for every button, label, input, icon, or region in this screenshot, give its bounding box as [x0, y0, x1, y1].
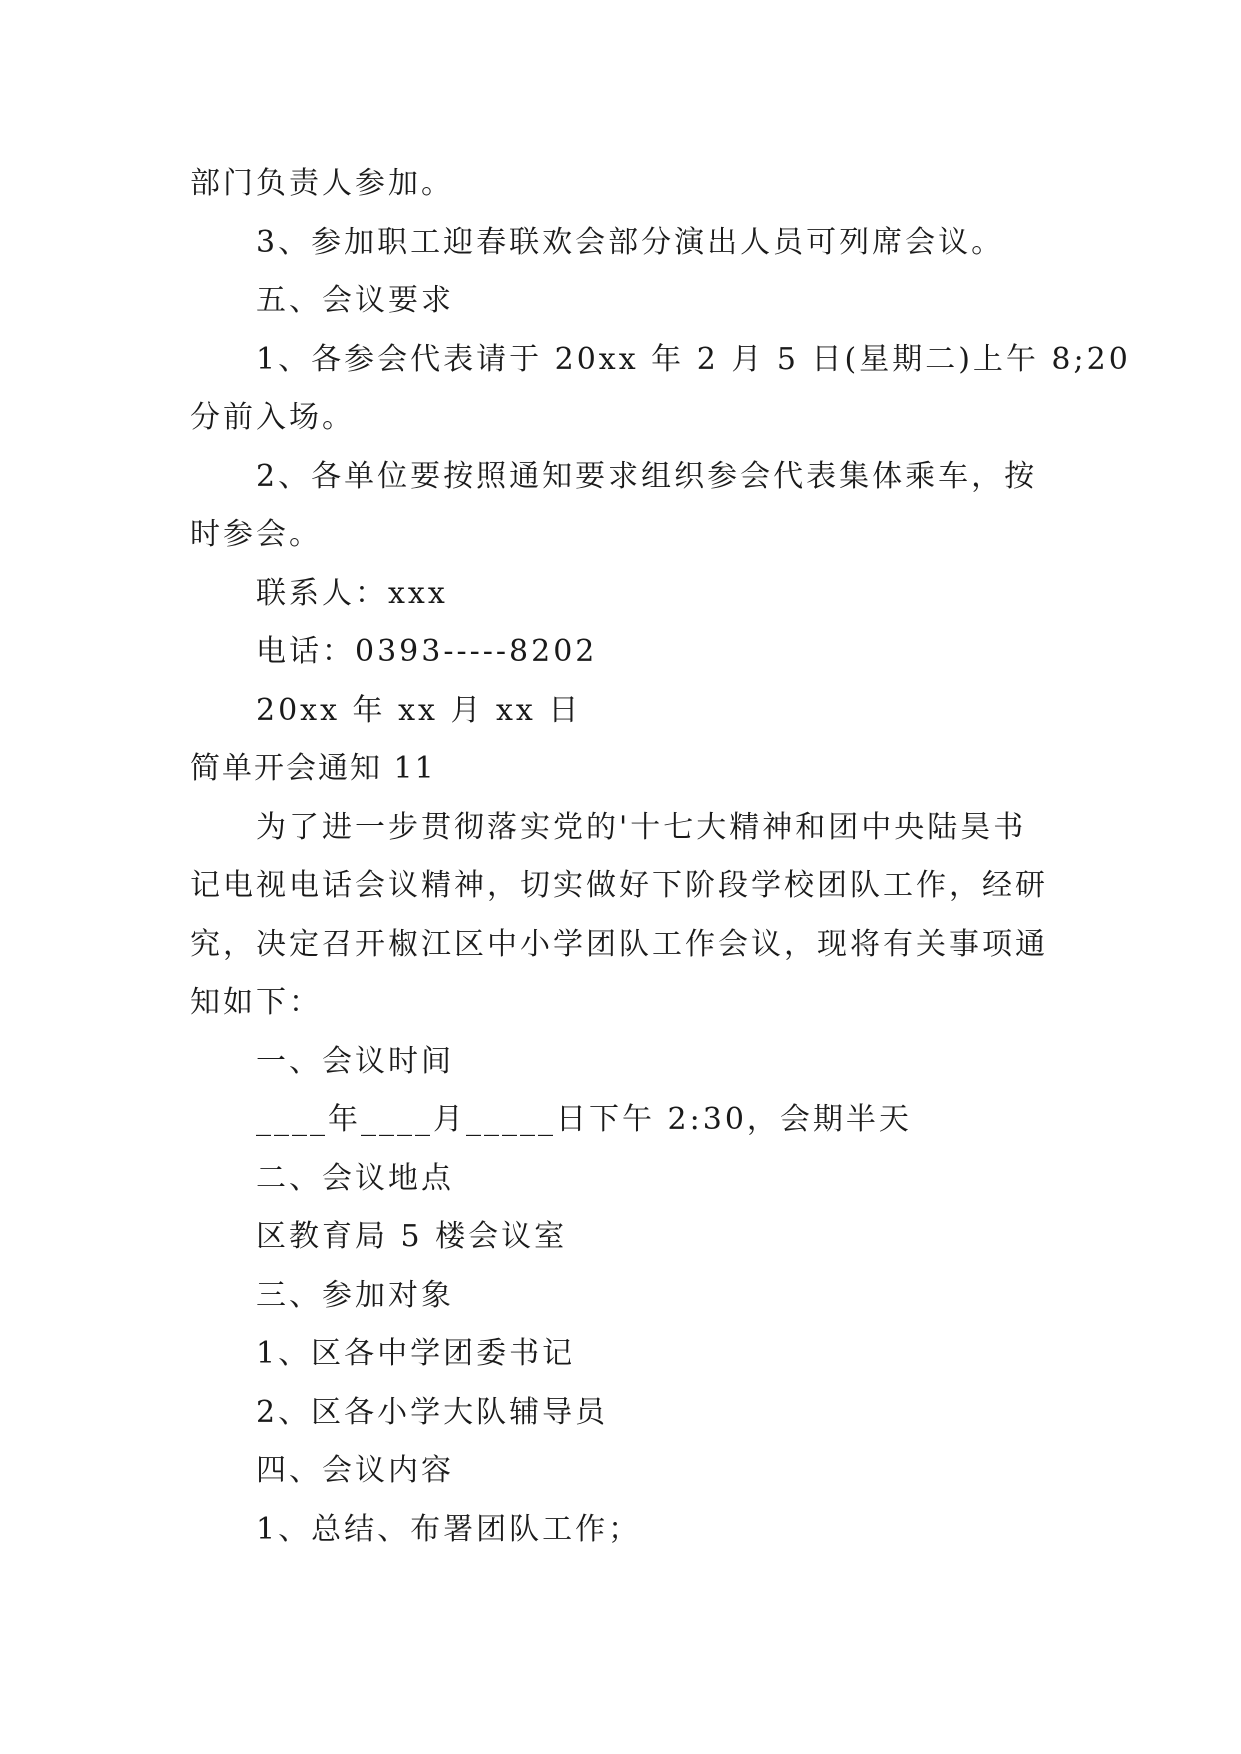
meeting-location: 区教育局 5 楼会议室	[256, 1219, 568, 1254]
document-date: 20xx 年 xx 月 xx 日	[256, 692, 582, 728]
paragraph-line: 2、各单位要按照通知要求组织参会代表集体乘车，按	[256, 458, 1038, 494]
contact-person: 联系人：xxx	[256, 575, 448, 611]
paragraph-line: 1、各参会代表请于 20xx 年 2 月 5 日(星期二)上午 8;20	[256, 341, 1131, 377]
section-heading: 三、参加对象	[256, 1277, 454, 1313]
paragraph-line: 为了进一步贯彻落实党的'十七大精神和团中央陆昊书	[256, 809, 1027, 845]
document-body	[190, 155, 1131, 1559]
contact-phone: 电话：0393-----8202	[256, 634, 598, 669]
list-item: 1、区各中学团委书记	[256, 1336, 576, 1371]
section-heading: 四、会议内容	[256, 1453, 454, 1488]
paragraph-line: 知如下：	[190, 985, 322, 1020]
notice-title: 简单开会通知 11	[190, 751, 436, 786]
list-item: 2、区各小学大队辅导员	[256, 1394, 609, 1430]
section-heading: 二、会议地点	[256, 1160, 454, 1196]
paragraph-line: 究，决定召开椒江区中小学团队工作会议，现将有关事项通	[190, 926, 1048, 962]
paragraph-line: 分前入场。	[190, 400, 355, 435]
paragraph-line: 时参会。	[190, 517, 322, 552]
paragraph-line: 3、参加职工迎春联欢会部分演出人员可列席会议。	[256, 224, 1005, 260]
paragraph-line: 部门负责人参加。	[190, 166, 454, 201]
meeting-time: ____年____月_____日下午 2:30，会期半天	[256, 1102, 912, 1137]
section-heading: 一、会议时间	[256, 1043, 454, 1079]
paragraph-line: 记电视电话会议精神，切实做好下阶段学校团队工作，经研	[190, 868, 1048, 903]
list-item: 1、总结、布署团队工作；	[256, 1511, 642, 1547]
section-heading: 五、会议要求	[256, 283, 454, 318]
